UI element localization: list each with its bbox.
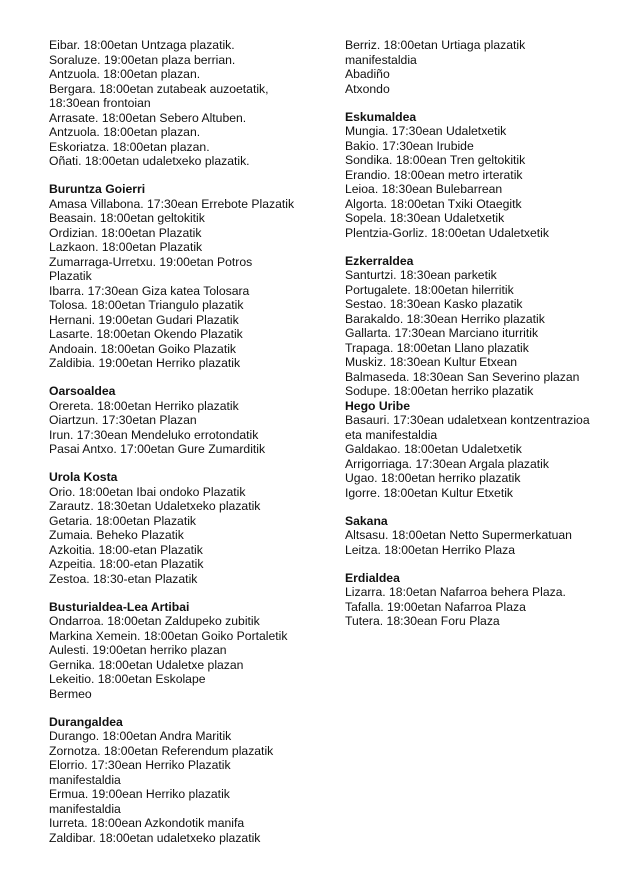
schedule-line: Basauri. 17:30ean udaletxean kontzentrazioa <box>345 413 590 427</box>
schedule-line: Oiartzun. 17:30etan Plazan <box>49 413 197 427</box>
schedule-line: Ermua. 19:00ean Herriko plazatik <box>49 787 230 801</box>
schedule-line: manifestaldia <box>49 801 121 816</box>
schedule-line: Plentzia-Gorliz. 18:00etan Udaletxetik <box>345 225 549 240</box>
schedule-line: Getaria. 18:00etan Plazatik <box>49 513 197 528</box>
section-eskumaldea <box>345 110 615 241</box>
schedule-line: Mungia. 17:30ean Udaletxetik <box>345 124 507 138</box>
schedule-line: Antzuola. 18:00etan plazan. <box>49 67 201 81</box>
schedule-line: Pasai Antxo. 17:00etan Gure Zumarditik <box>49 442 266 456</box>
schedule-line: Gernika. 18:00etan Udaletxe plazan <box>49 657 244 672</box>
schedule-line: Zaldibar. 18:00etan udaletxeko plazatik <box>49 830 261 845</box>
schedule-line: Durango. 18:00etan Andra Maritik <box>49 729 232 743</box>
schedule-line: Gallarta. 17:30ean Marciano iturritik <box>345 326 539 340</box>
schedule-line: Santurtzi. 18:30ean parketik <box>345 268 497 282</box>
section-heading: Durangaldea <box>49 714 123 729</box>
schedule-line: Andoain. 18:00etan Goiko Plazatik <box>49 341 237 356</box>
section-durangaldea <box>49 715 319 846</box>
schedule-line: Bermeo <box>49 686 92 701</box>
schedule-line: Antzuola. 18:00etan plazan. <box>49 125 201 139</box>
schedule-line: Elorrio. 17:30ean Herriko Plazatik <box>49 758 231 772</box>
section-buruntza-goierri <box>49 182 319 371</box>
section-heading: Eskumaldea <box>345 109 417 124</box>
section-busturialdea-lea-artibai <box>49 600 319 702</box>
schedule-line: Leioa. 18:30ean Bulebarrean <box>345 182 503 196</box>
schedule-line: Aulesti. 19:00etan herriko plazan <box>49 643 227 657</box>
schedule-line: 18:30ean frontoian <box>49 96 151 110</box>
schedule-line: Tafalla. 19:00etan Nafarroa Plaza <box>345 599 526 614</box>
schedule-line: Lizarra. 18:0etan Nafarroa behera Plaza. <box>345 585 566 599</box>
section-heading: Busturialdea-Lea Artibai <box>49 599 190 614</box>
section-heading: Sakana <box>345 513 388 528</box>
schedule-line: Berriz. 18:00etan Urtiaga plazatik <box>345 38 526 52</box>
schedule-line: Lazkaon. 18:00etan Plazatik <box>49 240 203 254</box>
left-column <box>49 38 319 859</box>
section-ezkerraldea <box>345 254 615 399</box>
schedule-line: Markina Xemein. 18:00etan Goiko Portaletik <box>49 628 288 643</box>
section-sakana <box>345 514 615 558</box>
schedule-line: Oñati. 18:00etan udaletxeko plazatik. <box>49 154 250 168</box>
section-hego-uribe <box>345 399 615 501</box>
schedule-line: Beasain. 18:00etan geltokitik <box>49 211 205 225</box>
section-continued <box>49 38 319 169</box>
section-heading: Ezkerraldea <box>345 253 414 268</box>
schedule-line: Bergara. 18:00etan zutabeak auzoetatik, <box>49 81 269 96</box>
schedule-line: Ordizian. 18:00etan Plazatik <box>49 225 202 240</box>
schedule-line: Sopela. 18:30ean Udaletxetik <box>345 211 505 225</box>
schedule-line: Balmaseda. 18:30ean San Severino plazan <box>345 369 580 384</box>
schedule-line: Erandio. 18:00ean metro irteratik <box>345 167 523 182</box>
section-oarsoaldea <box>49 384 319 457</box>
schedule-line: Sondika. 18:00ean Tren geltokitik <box>345 153 526 167</box>
section-heading: Erdialdea <box>345 570 400 585</box>
schedule-line: Orio. 18:00etan Ibai ondoko Plazatik <box>49 484 246 499</box>
schedule-line: Abadiño <box>345 67 390 81</box>
section-heading: Buruntza Goierri <box>49 182 146 196</box>
schedule-line: Eskoriatza. 18:00etan plazan. <box>49 139 210 154</box>
schedule-line: Altsasu. 18:00etan Netto Supermerkatuan <box>345 528 572 542</box>
schedule-line: Ugao. 18:00etan herriko plazatik <box>345 471 521 485</box>
schedule-line: Zumaia. Beheko Plazatik <box>49 528 184 542</box>
schedule-line: Lekeitio. 18:00etan Eskolape <box>49 672 206 686</box>
schedule-line: Arrigorriaga. 17:30ean Argala plazatik <box>345 456 549 471</box>
schedule-line: Zestoa. 18:30-etan Plazatik <box>49 571 198 586</box>
schedule-line: Tolosa. 18:00etan Triangulo plazatik <box>49 298 244 312</box>
schedule-line: Bakio. 17:30ean Irubide <box>345 138 474 153</box>
schedule-line: Ibarra. 17:30ean Giza katea Tolosara <box>49 283 250 298</box>
schedule-line: Muskiz. 18:30ean Kultur Etxean <box>345 355 518 369</box>
section-heading: Oarsoaldea <box>49 384 116 398</box>
schedule-line: Leitza. 18:00etan Herriko Plaza <box>345 542 516 557</box>
schedule-line: Trapaga. 18:00etan Llano plazatik <box>345 340 529 355</box>
schedule-line: Tutera. 18:30ean Foru Plaza <box>345 614 500 628</box>
schedule-line: Plazatik <box>49 269 92 283</box>
schedule-line: Sestao. 18:30ean Kasko plazatik <box>345 297 523 311</box>
schedule-line: Zaldibia. 19:00etan Herriko plazatik <box>49 356 241 370</box>
schedule-line: Zarautz. 18:30etan Udaletxeko plazatik <box>49 499 261 513</box>
schedule-line: Azkoitia. 18:00-etan Plazatik <box>49 542 203 557</box>
schedule-line: Zumarraga-Urretxu. 19:00etan Potros <box>49 254 253 269</box>
schedule-line: Barakaldo. 18:30ean Herriko plazatik <box>345 311 545 326</box>
section-continued <box>345 38 615 96</box>
schedule-line: Hernani. 19:00etan Gudari Plazatik <box>49 312 239 327</box>
schedule-line: Galdakao. 18:00etan Udaletxetik <box>345 442 522 456</box>
schedule-line: eta manifestaldia <box>345 427 438 442</box>
schedule-line: Zornotza. 18:00etan Referendum plazatik <box>49 743 274 758</box>
schedule-line: Soraluze. 19:00etan plaza berrian. <box>49 52 236 67</box>
schedule-line: Algorta. 18:00etan Txiki Otaegitk <box>345 196 522 211</box>
schedule-line: Azpeitia. 18:00-etan Plazatik <box>49 557 204 571</box>
schedule-line: Amasa Villabona. 17:30ean Errebote Plazatik <box>49 196 295 211</box>
section-urola-kosta <box>49 470 319 586</box>
schedule-line: Iurreta. 18:00ean Azkondotik manifa <box>49 816 245 830</box>
schedule-line: Atxondo <box>345 81 390 96</box>
schedule-line: Portugalete. 18:00etan hilerritik <box>345 282 514 297</box>
schedule-line: Irun. 17:30ean Mendeluko errotondatik <box>49 427 259 442</box>
schedule-line: Arrasate. 18:00etan Sebero Altuben. <box>49 110 247 125</box>
section-heading: Hego Uribe <box>345 398 411 413</box>
schedule-line: Igorre. 18:00etan Kultur Etxetik <box>345 485 514 500</box>
schedule-line: manifestaldia <box>49 772 121 787</box>
schedule-line: Sodupe. 18:00etan herriko plazatik <box>345 384 534 398</box>
schedule-line: manifestaldia <box>345 52 417 67</box>
section-erdialdea <box>345 571 615 629</box>
schedule-line: Eibar. 18:00etan Untzaga plazatik. <box>49 38 235 52</box>
right-column <box>345 38 615 642</box>
schedule-line: Lasarte. 18:00etan Okendo Plazatik <box>49 327 243 341</box>
section-heading: Urola Kosta <box>49 470 118 484</box>
schedule-line: Orereta. 18:00etan Herriko plazatik <box>49 398 239 413</box>
schedule-line: Ondarroa. 18:00etan Zaldupeko zubitik <box>49 614 260 628</box>
